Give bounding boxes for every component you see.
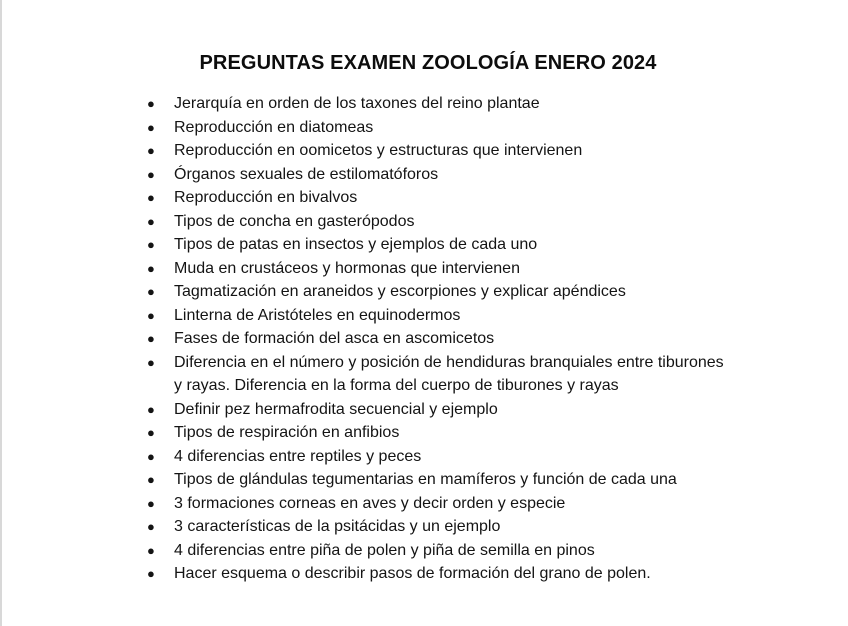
bullet-icon: ● — [147, 519, 155, 534]
list-item — [145, 257, 745, 281]
question-text: y rayas. Diferencia en la forma del cuerpo de tiburones y rayas — [174, 377, 619, 394]
list-item — [145, 92, 745, 116]
question-text: Tagmatización en araneidos y escorpiones y explicar apéndices — [174, 283, 626, 300]
question-text: Órganos sexuales de estilomatóforos — [174, 165, 439, 183]
question-text: Jerarquía en orden de los taxones del reino plantae — [174, 95, 540, 112]
question-text: Reproducción en bivalvos — [174, 189, 358, 206]
question-text: 3 características de la psitácidas y un ejemplo — [174, 518, 501, 535]
bullet-icon: ● — [147, 190, 155, 205]
question-text: Tipos de respiración en anfibios — [174, 424, 400, 441]
list-item — [145, 186, 745, 210]
question-text: Reproducción en oomicetos y estructuras que intervienen — [174, 142, 583, 159]
bullet-icon: ● — [147, 495, 155, 511]
question-text: 4 diferencias entre reptiles y peces — [174, 447, 422, 465]
question-text: Definir pez hermafrodita secuencial y ejemplo — [174, 400, 498, 418]
bullet-icon: ● — [147, 542, 155, 558]
list-item — [145, 163, 745, 187]
list-item — [145, 515, 745, 539]
list-item — [145, 327, 745, 351]
bullet-icon: ● — [147, 284, 155, 299]
list-item — [145, 280, 745, 304]
bullet-icon: ● — [147, 448, 155, 464]
question-text: Fases de formación del asca en ascomicetos — [174, 330, 495, 347]
question-text: Tipos de glándulas tegumentarias en mamíferos y función de cada una — [174, 471, 677, 488]
bullet-icon: ● — [147, 566, 155, 581]
question-text: Hacer esquema o describir pasos de formación del grano de polen. — [174, 565, 651, 582]
list-item — [145, 398, 745, 422]
question-list — [145, 92, 745, 586]
bullet-icon: ● — [147, 472, 155, 487]
bullet-icon: ● — [147, 401, 155, 417]
page-title: PREGUNTAS EXAMEN ZOOLOGÍA ENERO 2024 — [199, 52, 657, 74]
list-item — [145, 351, 745, 398]
bullet-icon: ● — [147, 307, 155, 323]
bullet-icon: ● — [147, 143, 155, 158]
list-item — [145, 304, 745, 328]
list-item — [145, 139, 745, 163]
list-item — [145, 233, 745, 257]
list-item — [145, 210, 745, 234]
question-text: Tipos de patas en insectos y ejemplos de cada uno — [174, 236, 538, 253]
question-text: Tipos de concha en gasterópodos — [174, 212, 415, 230]
question-text: 4 diferencias entre piña de polen y piña de semilla en pinos — [174, 541, 595, 559]
bullet-icon: ● — [147, 237, 155, 252]
bullet-icon: ● — [147, 354, 155, 370]
bullet-icon: ● — [147, 166, 155, 182]
list-item — [145, 116, 745, 140]
list-item — [145, 562, 745, 586]
question-text: Diferencia en el número y posición de hendiduras branquiales entre tiburones — [174, 353, 724, 371]
question-text: Muda en crustáceos y hormonas que intervienen — [174, 259, 520, 277]
question-text: Reproducción en diatomeas — [174, 118, 374, 136]
list-item — [145, 445, 745, 469]
question-text: Linterna de Aristóteles en equinodermos — [174, 306, 461, 324]
list-item — [145, 468, 745, 492]
bullet-icon: ● — [147, 425, 155, 440]
question-text: 3 formaciones corneas en aves y decir orden y especie — [174, 494, 566, 512]
bullet-icon: ● — [147, 260, 155, 276]
bullet-icon: ● — [147, 213, 155, 229]
list-item — [145, 539, 745, 563]
list-item — [145, 421, 745, 445]
bullet-icon: ● — [147, 331, 155, 346]
bullet-icon: ● — [147, 119, 155, 135]
list-item — [145, 492, 745, 516]
bullet-icon: ● — [147, 96, 155, 111]
page-left-edge — [0, 0, 2, 626]
